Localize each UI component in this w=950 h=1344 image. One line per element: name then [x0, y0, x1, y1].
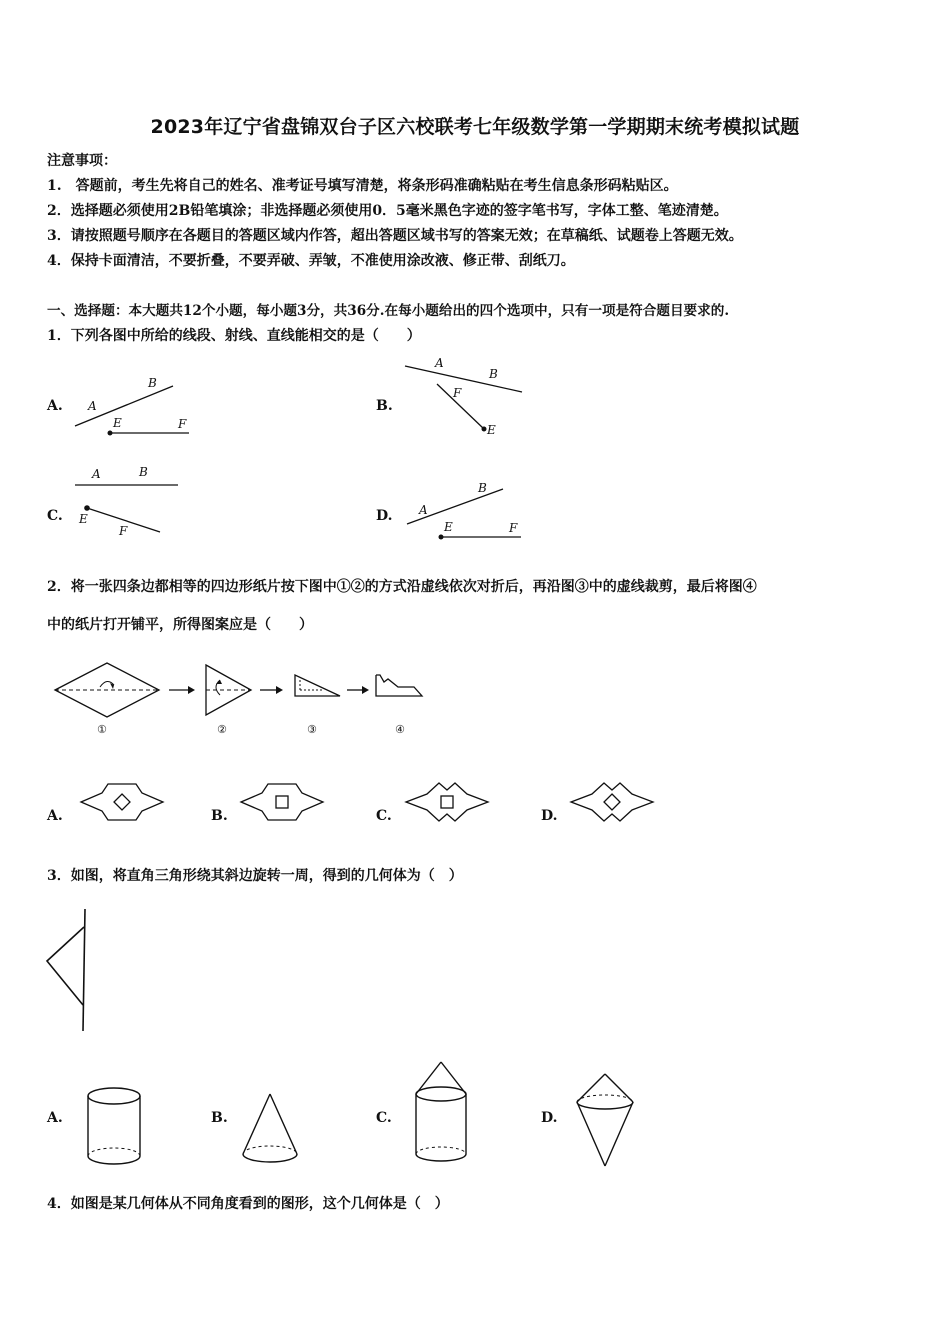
q1c-label-a: A [92, 467, 101, 481]
q2-folding-steps [50, 655, 440, 740]
q2-option-c[interactable]: C. [376, 808, 392, 824]
q3-solid-cone [236, 1090, 306, 1170]
q1d-label-a: A [419, 503, 428, 517]
q3-triangle-figure [40, 905, 100, 1035]
question-1-stem: 1．下列各图中所给的线段、射线、直线能相交的是（ ） [47, 328, 421, 344]
q3-solid-cylinder-with-cone [408, 1058, 478, 1173]
q2-option-b[interactable]: B. [211, 808, 228, 824]
q1c-label-e: E [79, 512, 88, 526]
q2-step-3: ③ [307, 723, 317, 736]
q1-figure-d [400, 478, 530, 548]
q2-pattern-a [78, 780, 168, 830]
section-heading: 一、选择题：本大题共12个小题，每小题3分，共36分.在每小题给出的四个选项中，只有一项是符合题目要求的. [47, 303, 730, 319]
notice-item-3: 3．请按照题号顺序在各题目的答题区域内作答，超出答题区域书写的答案无效；在草稿纸、试题卷上答题无效。 [47, 228, 743, 244]
q2-step-2: ② [217, 723, 227, 736]
notice-heading: 注意事项： [47, 153, 117, 169]
q1-option-b[interactable]: B. [376, 398, 393, 414]
q2-pattern-c [403, 778, 498, 832]
question-3-stem: 3．如图，将直角三角形绕其斜边旋转一周，得到的几何体为（ ） [47, 868, 463, 884]
notice-item-1: 1. 答题前，考生先将自己的姓名、准考证号填写清楚，将条形码准确粘贴在考生信息条形码粘贴区。 [47, 178, 678, 194]
q1a-label-f: F [178, 417, 187, 431]
q2-pattern-d [568, 778, 663, 832]
notice-item-4: 4．保持卡面清洁，不要折叠，不要弄破、弄皱，不准使用涂改液、修正带、刮纸刀。 [47, 253, 575, 269]
q3-option-b[interactable]: B. [211, 1110, 228, 1126]
question-2-stem-line2: 中的纸片打开铺平，所得图案应是（ ） [47, 617, 313, 633]
q1a-label-a: A [88, 399, 97, 413]
q1d-label-e: E [444, 520, 453, 534]
q3-option-d[interactable]: D. [541, 1110, 558, 1126]
q1b-label-a: A [435, 356, 444, 370]
notice-item-2: 2．选择题必须使用2B铅笔填涂；非选择题必须使用0．5毫米黑色字迹的签字笔书写，字体工整、笔迹清楚。 [47, 203, 728, 219]
q2-step-1: ① [97, 723, 107, 736]
q1a-label-b: B [148, 376, 157, 390]
q1-option-a[interactable]: A. [47, 398, 63, 414]
q1b-label-e: E [487, 423, 496, 437]
q1b-label-b: B [489, 367, 498, 381]
q1c-label-b: B [139, 465, 148, 479]
q1d-label-b: B [478, 481, 487, 495]
q1-option-c[interactable]: C. [47, 508, 63, 524]
q1d-label-f: F [509, 521, 518, 535]
q1-figure-b [400, 354, 530, 444]
q1a-label-e: E [113, 416, 122, 430]
q2-pattern-b [238, 780, 328, 830]
q1b-label-f: F [453, 386, 462, 400]
q3-option-c[interactable]: C. [376, 1110, 392, 1126]
q3-solid-cylinder [80, 1082, 150, 1172]
q3-option-a[interactable]: A. [47, 1110, 63, 1126]
q3-solid-double-cone [571, 1070, 646, 1175]
q1-figure-c [70, 460, 190, 545]
q1c-label-f: F [119, 524, 128, 538]
q1-figure-a [70, 372, 200, 442]
q2-option-d[interactable]: D. [541, 808, 558, 824]
question-2-stem-line1: 2．将一张四条边都相等的四边形纸片按下图中①②的方式沿虚线依次对折后，再沿图③中的虚线裁剪，最后将图④ [47, 579, 757, 595]
q1-option-d[interactable]: D. [376, 508, 393, 524]
q2-option-a[interactable]: A. [47, 808, 63, 824]
page-title: 2023年辽宁省盘锦双台子区六校联考七年级数学第一学期期末统考模拟试题 [150, 116, 800, 138]
q2-step-4: ④ [395, 723, 405, 736]
question-4-stem: 4．如图是某几何体从不同角度看到的图形，这个几何体是（ ） [47, 1196, 449, 1212]
